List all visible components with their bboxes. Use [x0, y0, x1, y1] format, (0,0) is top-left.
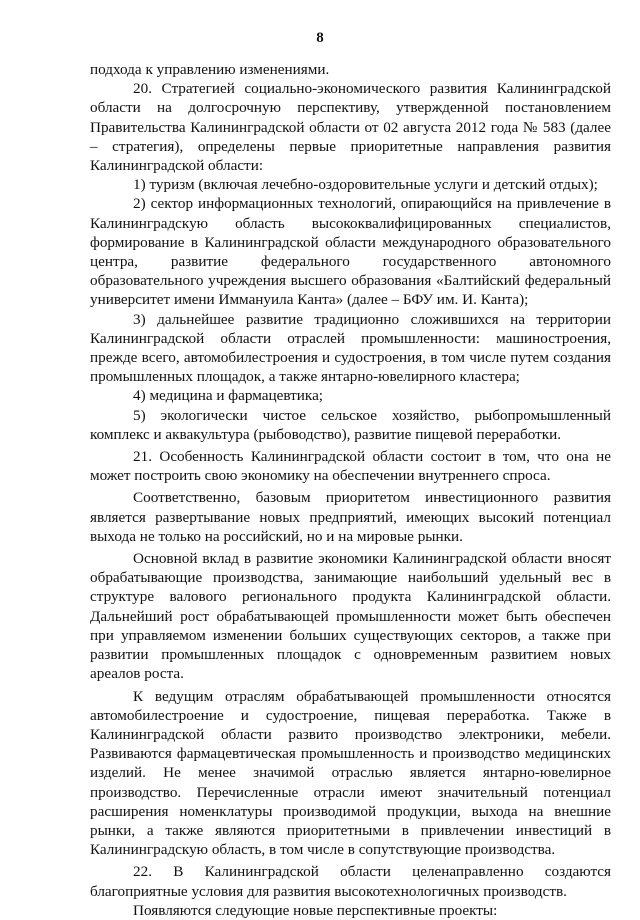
paragraph-20: 20. Стратегией социально-экономического развития Калининградской области на долгосрочную перспективу, утвержденной постановлением Правительства Калининградской области от 02 августа 2012 года № 583 (далее – стратегия), определены первые приоритетные направления развития Калининградской области:: [90, 80, 611, 175]
document-body: [90, 60, 611, 920]
paragraph-22: 22. В Калининградской области целенаправленно создаются благоприятные условия для развития высокотехнологичных производств.: [90, 863, 611, 900]
paragraph-continuation: подхода к управлению изменениями.: [90, 61, 330, 78]
list-item-2: 2) сектор информационных технологий, опирающийся на привлечение в Калининградскую область высококвалифицированных специалистов, формирование в Калининградской области международного образовательного центра, развитие федерального государственного автономного образовательного учреждения высшего образования «Балтийский федеральный университет имени Иммануила Канта» (далее – БФУ им. И. Канта);: [90, 195, 611, 309]
paragraph-leading-industries: К ведущим отраслям обрабатывающей промышленности относятся автомобилестроение и судостроение, пищевая переработка. Также в Калининградской области развито производство электроники, мебели. Развиваются фармацевтическая промышленность и производство медицинских изделий. Не менее значимой отраслью является янтарно-ювелирное производство. Перечисленные отрасли имеют значительный потенциал расширения номенклатуры производимой продукции, выхода на внешние рынки, а также являются приоритетными в привлечении инвестиций в Калининградскую область, в том числе в сопутствующие производства.: [90, 687, 611, 859]
paragraph-investment-priority: Соответственно, базовым приоритетом инвестиционного развития является развертывание новых предприятий, имеющих высокий потенциал выхода не только на российский, но и на мировые рынки.: [90, 489, 611, 545]
paragraph-new-projects: Появляются следующие новые перспективные проекты:: [133, 901, 498, 919]
paragraph-21: 21. Особенность Калининградской области состоит в том, что она не может построить свою экономику на обеспечении внутреннего спроса.: [90, 448, 611, 485]
paragraph-manufacturing-contribution: Основной вклад в развитие экономики Калининградской области вносят обрабатывающие производства, занимающие наибольший удельный вес в структуре валового регионального продукта Калининградской области. Дальнейший рост обрабатывающей промышленности может быть обеспечен при управляемом изменении больших существующих секторов, а также при развитии промышленных площадок с одновременным развитием новых ареалов роста.: [90, 550, 611, 683]
list-item-1: 1) туризм (включая лечебно-оздоровительные услуги и детский отдых);: [133, 176, 598, 194]
page-number: 8: [316, 30, 324, 46]
list-item-5: 5) экологически чистое сельское хозяйство, рыбопромышленный комплекс и аквакультура (рыбоводство), развитие пищевой переработки.: [90, 406, 611, 443]
list-item-4: 4) медицина и фармацевтика;: [133, 387, 324, 405]
list-item-3: 3) дальнейшее развитие традиционно сложившихся на территории Калининградской области отраслей промышленности: машиностроения, прежде всего, автомобилестроения и судостроения, в том числе путем создания промышленных площадок, а также янтарно-ювелирного кластера;: [90, 310, 611, 386]
